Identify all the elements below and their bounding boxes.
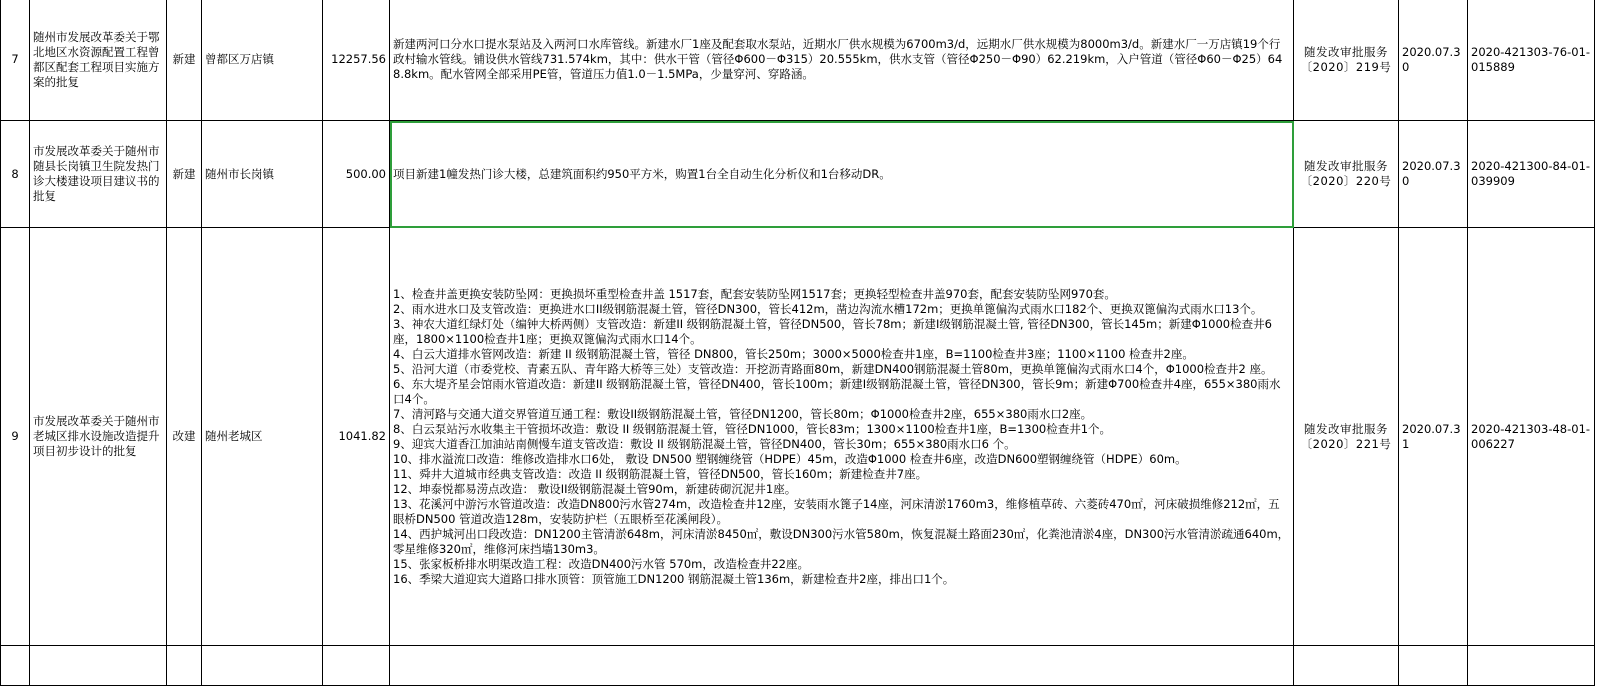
investment-amount-cell[interactable]: 500.00 bbox=[323, 121, 390, 228]
table-row bbox=[1, 121, 1595, 228]
row-number[interactable]: 7 bbox=[1, 0, 30, 121]
content-line: 1、检查井盖更换安装防坠网：更换损坏重型检查井盖 1517套，配套安装防坠网1517套；更换轻型检查井盖970套，配套安装防坠网970套。 bbox=[393, 286, 1116, 301]
project-title-cell[interactable]: 市发展改革委关于随州市随县长岗镇卫生院发热门诊大楼建设项目建议书的批复 bbox=[30, 121, 167, 228]
build-type-cell[interactable]: 新建 bbox=[167, 121, 202, 228]
project-title-cell[interactable]: 随州市发展改革委关于鄂北地区水资源配置工程曾都区配套工程项目实施方案的批复 bbox=[30, 0, 167, 121]
table-row bbox=[1, 0, 1595, 121]
content-line: 3、神农大道红绿灯处（编钟大桥两侧）支管改造：新建II 级钢筋混凝土管，管径DN500，管长78m；新建I级钢筋混凝土管, 管径DN300，管长145m；新建Φ1000检查井6座，1800×1100检查井1座；更换双篦偏沟式雨水口14个。 bbox=[393, 316, 1272, 346]
content-line: 4、白云大道排水管网改造：新建 II 级钢筋混凝土管，管径 DN800，管长250m；3000×5000检查井1座，B=1100检查井3座；1100×1100 检查井2座。 bbox=[393, 346, 1194, 361]
empty-cell[interactable] bbox=[202, 646, 323, 686]
empty-cell[interactable] bbox=[30, 646, 167, 686]
project-code-cell[interactable]: 2020-421303-76-01-015889 bbox=[1468, 0, 1595, 121]
approval-date-cell[interactable]: 2020.07.31 bbox=[1399, 228, 1468, 646]
content-line: 5、沿河大道（市委党校、青素五队、青年路大桥等三处）支管改造：开挖沥青路面80m，新建DN400钢筋混凝土管80m，更换单篦偏沟式雨水口4个，Φ1000检查井2 座。 bbox=[393, 361, 1273, 376]
row-number[interactable]: 9 bbox=[1, 228, 30, 646]
empty-cell[interactable] bbox=[1, 646, 30, 686]
approval-number-cell[interactable]: 随发改审批服务〔2020〕221号 bbox=[1294, 228, 1399, 646]
approval-number-cell[interactable]: 随发改审批服务〔2020〕219号 bbox=[1294, 0, 1399, 121]
content-line: 6、东大堤齐星会馆雨水管道改造：新建II 级钢筋混凝土管，管径DN400，管长100m；新建I级钢筋混凝土管，管径DN300，管长9m；新建Φ700检查井4座，655×380雨水口4个。 bbox=[393, 376, 1281, 406]
blank-margin bbox=[1595, 0, 1621, 679]
row-number[interactable]: 8 bbox=[1, 121, 30, 228]
construction-content-cell[interactable] bbox=[390, 0, 1294, 121]
content-line: 9、迎宾大道香江加油站南侧慢车道支管改造：敷设 II 级钢筋混凝土管，管径DN400，管长30m；655×380雨水口6 个。 bbox=[393, 436, 1016, 451]
table-row bbox=[1, 228, 1595, 646]
content-line: 11、舜井大道城市经典支管改造：改造 II 级钢筋混凝土管，管径DN500，管长160m；新建检查井7座。 bbox=[393, 466, 928, 481]
project-title-cell[interactable]: 市发展改革委关于随州市老城区排水设施改造提升项目初步设计的批复 bbox=[30, 228, 167, 646]
table-row bbox=[1, 646, 1595, 686]
content-line: 10、排水溢流口改造：维修改造排水口6处， 敷设 DN500 塑钢缠绕管（HDPE）45m，改造Φ1000 检查井6座，改造DN600塑钢缠绕管（HDPE）60m。 bbox=[393, 451, 1187, 466]
construction-content-cell-selected[interactable] bbox=[390, 121, 1294, 228]
approval-number-cell[interactable]: 随发改审批服务〔2020〕220号 bbox=[1294, 121, 1399, 228]
project-code-cell[interactable]: 2020-421303-48-01-006227 bbox=[1468, 228, 1595, 646]
approval-date-cell[interactable]: 2020.07.30 bbox=[1399, 0, 1468, 121]
construction-content-cell[interactable] bbox=[390, 228, 1294, 646]
content-line: 16、季梁大道迎宾大道路口排水顶管：顶管施工DN1200 钢筋混凝土管136m，新建检查井2座，排出口1个。 bbox=[393, 571, 955, 586]
investment-amount-cell[interactable]: 1041.82 bbox=[323, 228, 390, 646]
build-type-cell[interactable]: 改建 bbox=[167, 228, 202, 646]
content-line: 2、雨水进水口及支管改造：更换进水口II级钢筋混凝土管，管径DN300，管长412m，凿边沟流水槽172m；更换单篦偏沟式雨水口182个、更换双篦偏沟式雨水口13个。 bbox=[393, 301, 1263, 316]
empty-cell[interactable] bbox=[1399, 646, 1468, 686]
content-line: 14、西护城河出口段改造：DN1200主管清淤648m，河床清淤8450㎡，敷设DN300污水管580m，恢复混凝土路面230㎡，化粪池清淤4座，DN300污水管清淤疏通640m，零星维修320㎡，维修河床挡墙130m3。 bbox=[393, 526, 1290, 556]
content-line: 8、白云泵站污水收集主干管损坏改造：敷设 II 级钢筋混凝土管，管径DN1000，管长83m；1300×1100检查井1座，B=1300检查井1个。 bbox=[393, 421, 1112, 436]
content-line: 新建两河口分水口提水泵站及入两河口水库管线。新建水厂1座及配套取水泵站，近期水厂供水规模为6700m3/d，远期水厂供水规模为8000m3/d。新建水厂一万店镇19个行政村输水管线。铺设供水管线731.574km，其中：供水干管（管径Φ600－Φ315）20.555km，供水支管（管径Φ250－Φ90）62.219km，入户管道（管径Φ60－Φ25）648.8km。配水管网全部采用PE管，管道压力值1.0－1.5MPa，少量穿河、穿路涵。 bbox=[393, 37, 1283, 81]
content-line: 7、清河路与交通大道交界管道互通工程：敷设II级钢筋混凝土管，管径DN1200，管长80m；Φ1000检查井2座，655×380雨水口2座。 bbox=[393, 406, 1093, 421]
location-cell[interactable]: 随州市长岗镇 bbox=[202, 121, 323, 228]
location-cell[interactable]: 随州老城区 bbox=[202, 228, 323, 646]
project-code-cell[interactable]: 2020-421300-84-01-039909 bbox=[1468, 121, 1595, 228]
empty-cell[interactable] bbox=[390, 646, 1294, 686]
location-cell[interactable]: 曾都区万店镇 bbox=[202, 0, 323, 121]
approval-date-cell[interactable]: 2020.07.30 bbox=[1399, 121, 1468, 228]
content-line: 15、张家板桥排水明渠改造工程：改造DN400污水管 570m，改造检查井22座。 bbox=[393, 556, 809, 571]
build-type-cell[interactable]: 新建 bbox=[167, 0, 202, 121]
content-line: 12、坤泰悦都易涝点改造： 敷设II级钢筋混凝土管90m，新建砖砌沉泥井1座。 bbox=[393, 481, 797, 496]
empty-cell[interactable] bbox=[1468, 646, 1595, 686]
empty-cell[interactable] bbox=[1294, 646, 1399, 686]
content-line: 13、花溪河中游污水管道改造：改造DN800污水管274m，改造检查井12座，安装雨水篦子14座，河床清淤1760m3，维修植草砖、六菱砖470㎡，河床破损维修212㎡，五眼桥DN500 管道改造128m，安装防护栏（五眼桥至花溪闸段）。 bbox=[393, 496, 1280, 526]
content-line: 项目新建1幢发热门诊大楼，总建筑面积约950平方米，购置1台全自动生化分析仪和1台移动DR。 bbox=[393, 166, 891, 181]
empty-cell[interactable] bbox=[323, 646, 390, 686]
investment-amount-cell[interactable]: 12257.56 bbox=[323, 0, 390, 121]
empty-cell[interactable] bbox=[167, 646, 202, 686]
